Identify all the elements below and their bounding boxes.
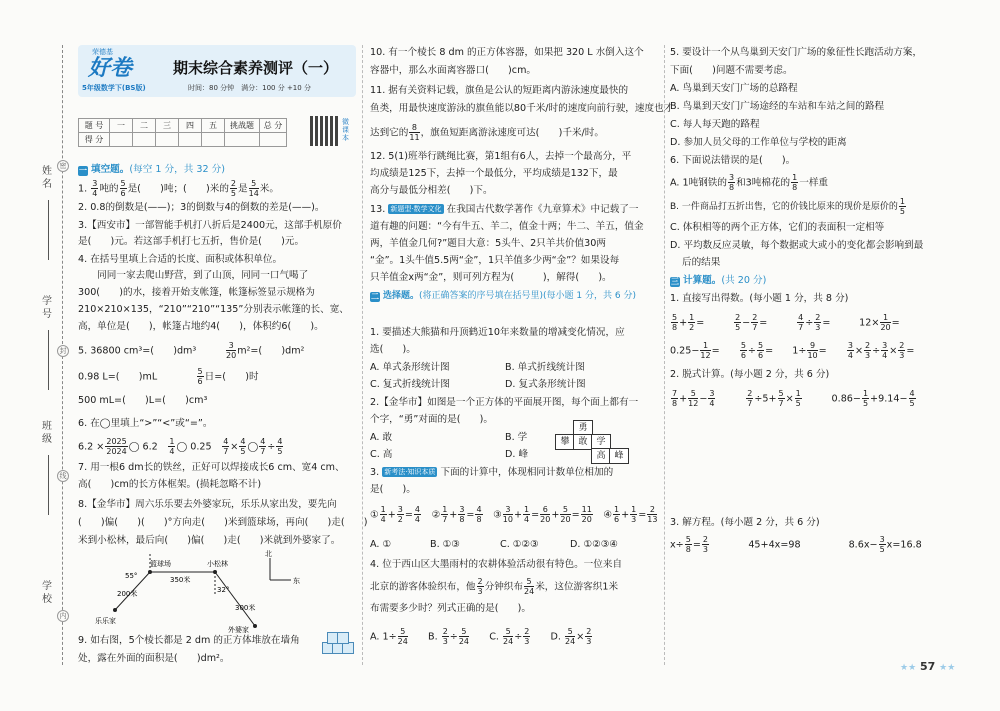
calc-2-heading: 2. 脱式计算。(每小题 2 分，共 6 分) bbox=[670, 369, 830, 380]
seal-mark: 线 bbox=[57, 470, 69, 482]
score-row-label: 得 分 bbox=[79, 133, 110, 147]
distance-300: 300米 bbox=[235, 604, 256, 612]
grade-label: 5年级数学下(BS版) bbox=[82, 84, 146, 92]
question-8-cont: ( )偏( )( )°方向走( )米到篮球场，再向( )走( ) bbox=[78, 517, 368, 528]
question-4-text: 210×210×135，“210”“210”“135”分别表示帐篷的长、宽、 bbox=[78, 304, 349, 315]
choice-5-cont: 下面( )问题不需要考虑。 bbox=[670, 65, 793, 76]
choice-4-cont: 布需要多少时？列式正确的是( )。 bbox=[370, 603, 531, 614]
score-cell[interactable] bbox=[156, 133, 179, 147]
question-5-cont: 500 mL=( )L=( )cm³ bbox=[78, 395, 208, 406]
map-label-basketball: 篮球场 bbox=[150, 560, 171, 568]
choice-6-option-d-cont: 后的结果 bbox=[682, 257, 721, 268]
question-13-cont: 两，羊值金几何?”题目大意：5头牛、2只羊共价值30两 bbox=[370, 238, 606, 249]
compass-north-label: 北 bbox=[265, 550, 272, 558]
new-method-tag: 新考法·知识本质 bbox=[384, 468, 436, 476]
question-2: 2. 0.8的倒数是(——)；3的倒数与4的倒数的差是(——)。 bbox=[78, 202, 325, 213]
map-label-pine: 小松林 bbox=[207, 560, 228, 568]
section-fill-blank bbox=[78, 162, 225, 177]
question-10: 10. 有一个棱长 8 dm 的正方体容器，如果把 320 L 水倒入这个 bbox=[370, 47, 644, 58]
question-6-items: 6.2 × $\frac{2025}{2024}$ ◯ 6.2 $\frac{1}{4}$ ◯ 0.25 $\frac{4}{7}$ × $\frac{4}{5}$ ◯ $\frac{4}{7}$ ÷ $\frac{4}{5}$ bbox=[78, 437, 283, 456]
choice-2-option-d[interactable]: D. 峰 bbox=[505, 449, 529, 460]
qr-code[interactable] bbox=[310, 116, 340, 146]
score-cell[interactable] bbox=[133, 133, 156, 147]
class-line bbox=[48, 455, 49, 515]
question-9-cont: 处，露在外面的面积是( )dm²。 bbox=[78, 653, 230, 664]
score-header-cell: 五 bbox=[202, 119, 225, 133]
score-header-cell: 四 bbox=[179, 119, 202, 133]
angle-32: 32° bbox=[217, 586, 230, 594]
distance-200: 200米 bbox=[117, 590, 138, 598]
choice-1-option-c[interactable]: C. 复式折线统计图 bbox=[370, 379, 450, 390]
question-13-cont: 道有趣的问题：“今有牛五、羊二，值金十两；牛二、羊五，值金 bbox=[370, 221, 644, 232]
choice-5: 5. 要设计一个从鸟巢到天安门广场的象征性长跑活动方案， bbox=[670, 47, 923, 58]
score-header-cell: 二 bbox=[133, 119, 156, 133]
seal-mark: 密 bbox=[57, 160, 69, 172]
choice-6-option-b[interactable]: B. 一件商品打五折出售，它的价钱比原来的现价是原价的 $\frac{1}{5}$ bbox=[670, 197, 905, 216]
score-cell[interactable] bbox=[110, 133, 133, 147]
choice-1-option-b[interactable]: B. 单式折线统计图 bbox=[505, 362, 585, 373]
section-title: 填空题。 bbox=[91, 164, 130, 175]
score-header-cell: 挑战题 bbox=[225, 119, 260, 133]
question-6: 6. 在◯里填上“>”“<”或“=”。 bbox=[78, 418, 213, 429]
score-header-cell: 题 号 bbox=[79, 119, 110, 133]
choice-1-cont: 选( )。 bbox=[370, 344, 416, 355]
net-face: 勇 bbox=[573, 420, 593, 436]
path-segment bbox=[215, 572, 255, 626]
calc-1-row-2: 0.25− $\frac{1}{12}$ = $\frac{5}{6}$ ÷ $\frac{5}{6}$ = 1÷ $\frac{9}{10}$ = $\frac{3}{4}$ × $\frac{2}{3}$ ÷ $\frac{3}{4}$ × $\frac{2}{3}$ = bbox=[670, 341, 915, 360]
choice-3-option-a[interactable]: A. ① bbox=[370, 539, 392, 550]
question-11-cont: 达到它的 $\frac{8}{11}$ ，旗鱼短距离游泳速度可达( )千米/时。 bbox=[370, 123, 604, 142]
choice-1: 1. 要描述大熊猫和丹顶鹤近10年来数量的增减变化情况，应 bbox=[370, 327, 625, 338]
question-4-text: 300( )的水，接着开始支帐篷，帐篷标签显示规格为 bbox=[78, 287, 315, 298]
question-5: 5. 36800 cm³=( )dm³ $\frac{3}{20}$ m²=( )dm² bbox=[78, 341, 305, 360]
question-13-cont: “金”。1头牛值5.5两“金”，1只羊值多少两“金”？如果设每 bbox=[370, 255, 620, 266]
stacked-cubes-figure bbox=[322, 630, 354, 654]
choice-4-cont: 北京的游客体验织布，他 $\frac{2}{3}$ 分钟织布 $\frac{5}{24}$ 米，这位游客织1米 bbox=[370, 577, 619, 596]
class-label: 班级 bbox=[42, 421, 52, 445]
score-cell[interactable] bbox=[179, 133, 202, 147]
section-calculation: 三 计算题。(共 20 分) bbox=[671, 275, 767, 286]
choice-3-option-b[interactable]: B. ①③ bbox=[430, 539, 460, 550]
exam-info: 时间：80 分钟 满分：100 分 +10 分 bbox=[188, 84, 311, 92]
section-icon: 一 bbox=[79, 166, 87, 175]
question-11: 11. 据有关资料记载，旗鱼是公认的短距离内游泳速度最快的 bbox=[370, 85, 629, 96]
choice-3: 3. 新考法·知识本质 下面的计算中，体现相同计数单位相加的 bbox=[370, 467, 614, 478]
calc-1-row-1: $\frac{5}{8}$ + $\frac{1}{2}$ = $\frac{2}{5}$ − $\frac{2}{7}$ = $\frac{4}{7}$ ÷ $\frac{2}{3}$ = 12× $\frac{1}{20}$ = bbox=[672, 313, 900, 332]
choice-6-option-d[interactable]: D. 平均数反应灵敏，每个数据或大或小的变化都会影响到最 bbox=[670, 240, 924, 251]
choice-6: 6. 下面说法错误的是( )。 bbox=[670, 155, 796, 166]
choice-1-option-d[interactable]: D. 复式条形统计图 bbox=[505, 379, 586, 390]
name-line bbox=[48, 200, 49, 260]
seal-mark: 内 bbox=[57, 610, 69, 622]
column-divider bbox=[362, 45, 363, 665]
net-face: 高 bbox=[591, 448, 611, 464]
student-id-label: 学号 bbox=[42, 296, 52, 320]
calc-3-items: x÷ $\frac{5}{8}$ = $\frac{2}{3}$ 45+4x=98 8.6x− $\frac{3}{5}$ x=16.8 bbox=[670, 535, 922, 554]
net-face: 敢 bbox=[573, 434, 593, 450]
choice-2-cont: 个字，“勇”对面的是( )。 bbox=[370, 414, 493, 425]
seal-mark: 封 bbox=[57, 345, 69, 357]
choice-3-option-c[interactable]: C. ①②③ bbox=[500, 539, 539, 550]
choice-3-cont: 是( )。 bbox=[370, 484, 416, 495]
exam-header bbox=[78, 45, 356, 97]
page-title: 期末综合素养测评（一） bbox=[173, 59, 339, 77]
map-label-home: 乐乐家 bbox=[95, 617, 116, 625]
score-cell[interactable] bbox=[260, 133, 287, 147]
angle-55: 55° bbox=[125, 572, 138, 580]
map-label-grandma: 外婆家 bbox=[228, 626, 249, 633]
choice-4: 4. 位于西山区大墨雨村的农耕体验活动很有特色。一位来自 bbox=[370, 559, 623, 570]
choice-5-option-d[interactable]: D. 参加人员父母的工作单位与学校的距离 bbox=[670, 137, 847, 148]
choice-2: 2.【金华市】如图是一个正方体的平面展开图，每个面上都有一 bbox=[370, 397, 639, 408]
choice-6-option-c[interactable]: C. 体积相等的两个正方体，它们的表面积一定相等 bbox=[670, 222, 885, 233]
choice-3-option-d[interactable]: D. ①②③④ bbox=[570, 539, 618, 550]
calc-2-items: $\frac{7}{8}$ + $\frac{5}{12}$ − $\frac{3}{4}$ $\frac{2}{7}$ ÷5+ $\frac{5}{7}$ × $\frac{1}{5}$ 0.86− $\frac{1}{5}$ +9.14− $\frac{4}{5}$ bbox=[672, 389, 915, 408]
score-cell[interactable] bbox=[225, 133, 260, 147]
new-type-tag: 新题型·数学文化 bbox=[390, 205, 442, 213]
column-divider bbox=[664, 45, 665, 665]
question-11-cont: 鱼类，用最快速度游泳的旗鱼能以80千米/时的速度向前行驶，速度也才 bbox=[370, 103, 674, 114]
question-8-cont: 米到小松林，最后向( )偏( )走( )米就到外婆家了。 bbox=[78, 535, 341, 546]
brand-name: 荣德基 bbox=[92, 48, 113, 56]
question-7: 7. 用一根6 dm长的铁丝，正好可以焊接成长6 cm、宽4 cm、 bbox=[78, 462, 345, 473]
section-choice: 二 选择题。(将正确答案的序号填在括号里)(每小题 1 分，共 6 分) bbox=[371, 291, 636, 301]
choice-5-option-a[interactable]: A. 鸟巢到天安门广场的总路程 bbox=[670, 83, 798, 94]
question-13-cont: 只羊值金x两“金”，则可列方程为( )，解得( )。 bbox=[370, 272, 612, 283]
choice-5-option-c[interactable]: C. 每人每天跑的路程 bbox=[670, 119, 760, 130]
choice-2-option-a[interactable]: A. 敢 bbox=[370, 432, 393, 443]
question-5-cont: 0.98 L=( )mL $\frac{5}{6}$ 日=( )时 bbox=[78, 367, 259, 386]
question-1: 1. $\frac{3}{4}$ 吨的 $\frac{5}{6}$ 是( )吨；( )米的 $\frac{2}{5}$ 是 $\frac{5}{14}$ 米。 bbox=[78, 179, 279, 198]
school-label: 学校 bbox=[42, 581, 52, 605]
net-face: 峰 bbox=[609, 448, 629, 464]
question-4-text: 同同一家去爬山野营，到了山顶，同同一口气喝了 bbox=[78, 270, 309, 281]
question-12-cont: 高分与最低分相差( )下。 bbox=[370, 185, 493, 196]
question-12: 12. 5(1)班举行跳绳比赛，第1组有6人，去掉一个最高分，平 bbox=[370, 151, 632, 162]
question-4: 4. 在括号里填上合适的长度、面积或体积单位。 bbox=[78, 254, 283, 265]
question-3: 3.【西安市】一部智能手机打八折后是2400元，这部手机原价 bbox=[78, 220, 342, 231]
section-icon: 三 bbox=[671, 277, 679, 286]
question-13: 13. 新题型·数学文化 在我国古代数学著作《九章算术》中记载了一 bbox=[370, 204, 639, 215]
choice-6-option-a[interactable]: A. 1吨钢铁的 $\frac{3}{8}$ 和3吨棉花的 $\frac{1}{8}$ 一样重 bbox=[670, 173, 829, 192]
question-12-cont: 均成绩是125下，去掉一个最低分，平均成绩是132下，最 bbox=[370, 168, 618, 179]
qr-label: 微课本 bbox=[342, 118, 349, 142]
section-icon: 二 bbox=[371, 292, 379, 301]
net-face: 学 bbox=[591, 434, 611, 450]
calc-3-heading: 3. 解方程。(每小题 2 分，共 6 分) bbox=[670, 517, 820, 528]
net-face: 攀 bbox=[555, 434, 575, 450]
section-subtitle: (每空 1 分，共 32 分) bbox=[129, 164, 225, 175]
compass-east-label: 东 bbox=[293, 577, 300, 585]
choice-1-option-a[interactable]: A. 单式条形统计图 bbox=[370, 362, 450, 373]
choice-2-option-b[interactable]: B. 学 bbox=[505, 432, 528, 443]
choice-3-expressions: ① $\frac{1}{4}$ + $\frac{3}{2}$ = $\frac{4}{4}$ ② $\frac{1}{7}$ + $\frac{3}{8}$ = $\frac{4}{8}$ ③ $\frac{3}{10}$ + $\frac{1}{4}$ = $\frac{6}{20}$ + $\frac{5}{20}$ = $\frac{11}{20}$ ④ $\frac{1}{6}$ + $\frac{1}{3}$ = $\frac{2}{13}$ bbox=[370, 505, 658, 524]
score-header-cell: 三 bbox=[156, 119, 179, 133]
question-9: 9. 如右图，5个棱长都是 2 dm 的正方体堆放在墙角 bbox=[78, 635, 300, 646]
route-map bbox=[95, 548, 305, 633]
page-number: ★★ 57 ★★ bbox=[900, 660, 956, 673]
question-8: 8.【金华市】周六乐乐要去外婆家玩，乐乐从家出发，要先向 bbox=[78, 499, 337, 510]
choice-2-option-c[interactable]: C. 高 bbox=[370, 449, 393, 460]
question-4-text: 高，单位是( )，帐篷占地约4( )，体积约6( )。 bbox=[78, 321, 324, 332]
name-label: 姓名 bbox=[42, 166, 52, 190]
distance-350: 350米 bbox=[170, 576, 191, 584]
score-table bbox=[78, 118, 287, 147]
binding-margin bbox=[0, 0, 78, 711]
logo: 好卷 bbox=[88, 56, 133, 81]
choice-5-option-b[interactable]: B. 鸟巢到天安门广场途经的车站和车站之间的路程 bbox=[670, 101, 885, 112]
score-header-cell: 总 分 bbox=[260, 119, 287, 133]
score-header-cell: 一 bbox=[110, 119, 133, 133]
question-7-cont: 高( )cm的长方体框架。(损耗忽略不计) bbox=[78, 479, 262, 490]
question-10-cont: 容器中，那么水面离容器口( )cm。 bbox=[370, 65, 537, 76]
id-line bbox=[48, 330, 49, 390]
score-cell[interactable] bbox=[202, 133, 225, 147]
choice-4-options[interactable]: A. 1÷ $\frac{5}{24}$ B. $\frac{2}{3}$ ÷ $\frac{5}{24}$ C. $\frac{5}{24}$ ÷ $\frac{2}{3}$ D. $\frac{5}{24}$ × $\frac{2}{3}$ bbox=[370, 627, 592, 646]
calc-1-heading: 1. 直接写出得数。(每小题 1 分，共 8 分) bbox=[670, 293, 849, 304]
question-3-cont: 是( )元。若这部手机打七五折，售价是( )元。 bbox=[78, 236, 305, 247]
